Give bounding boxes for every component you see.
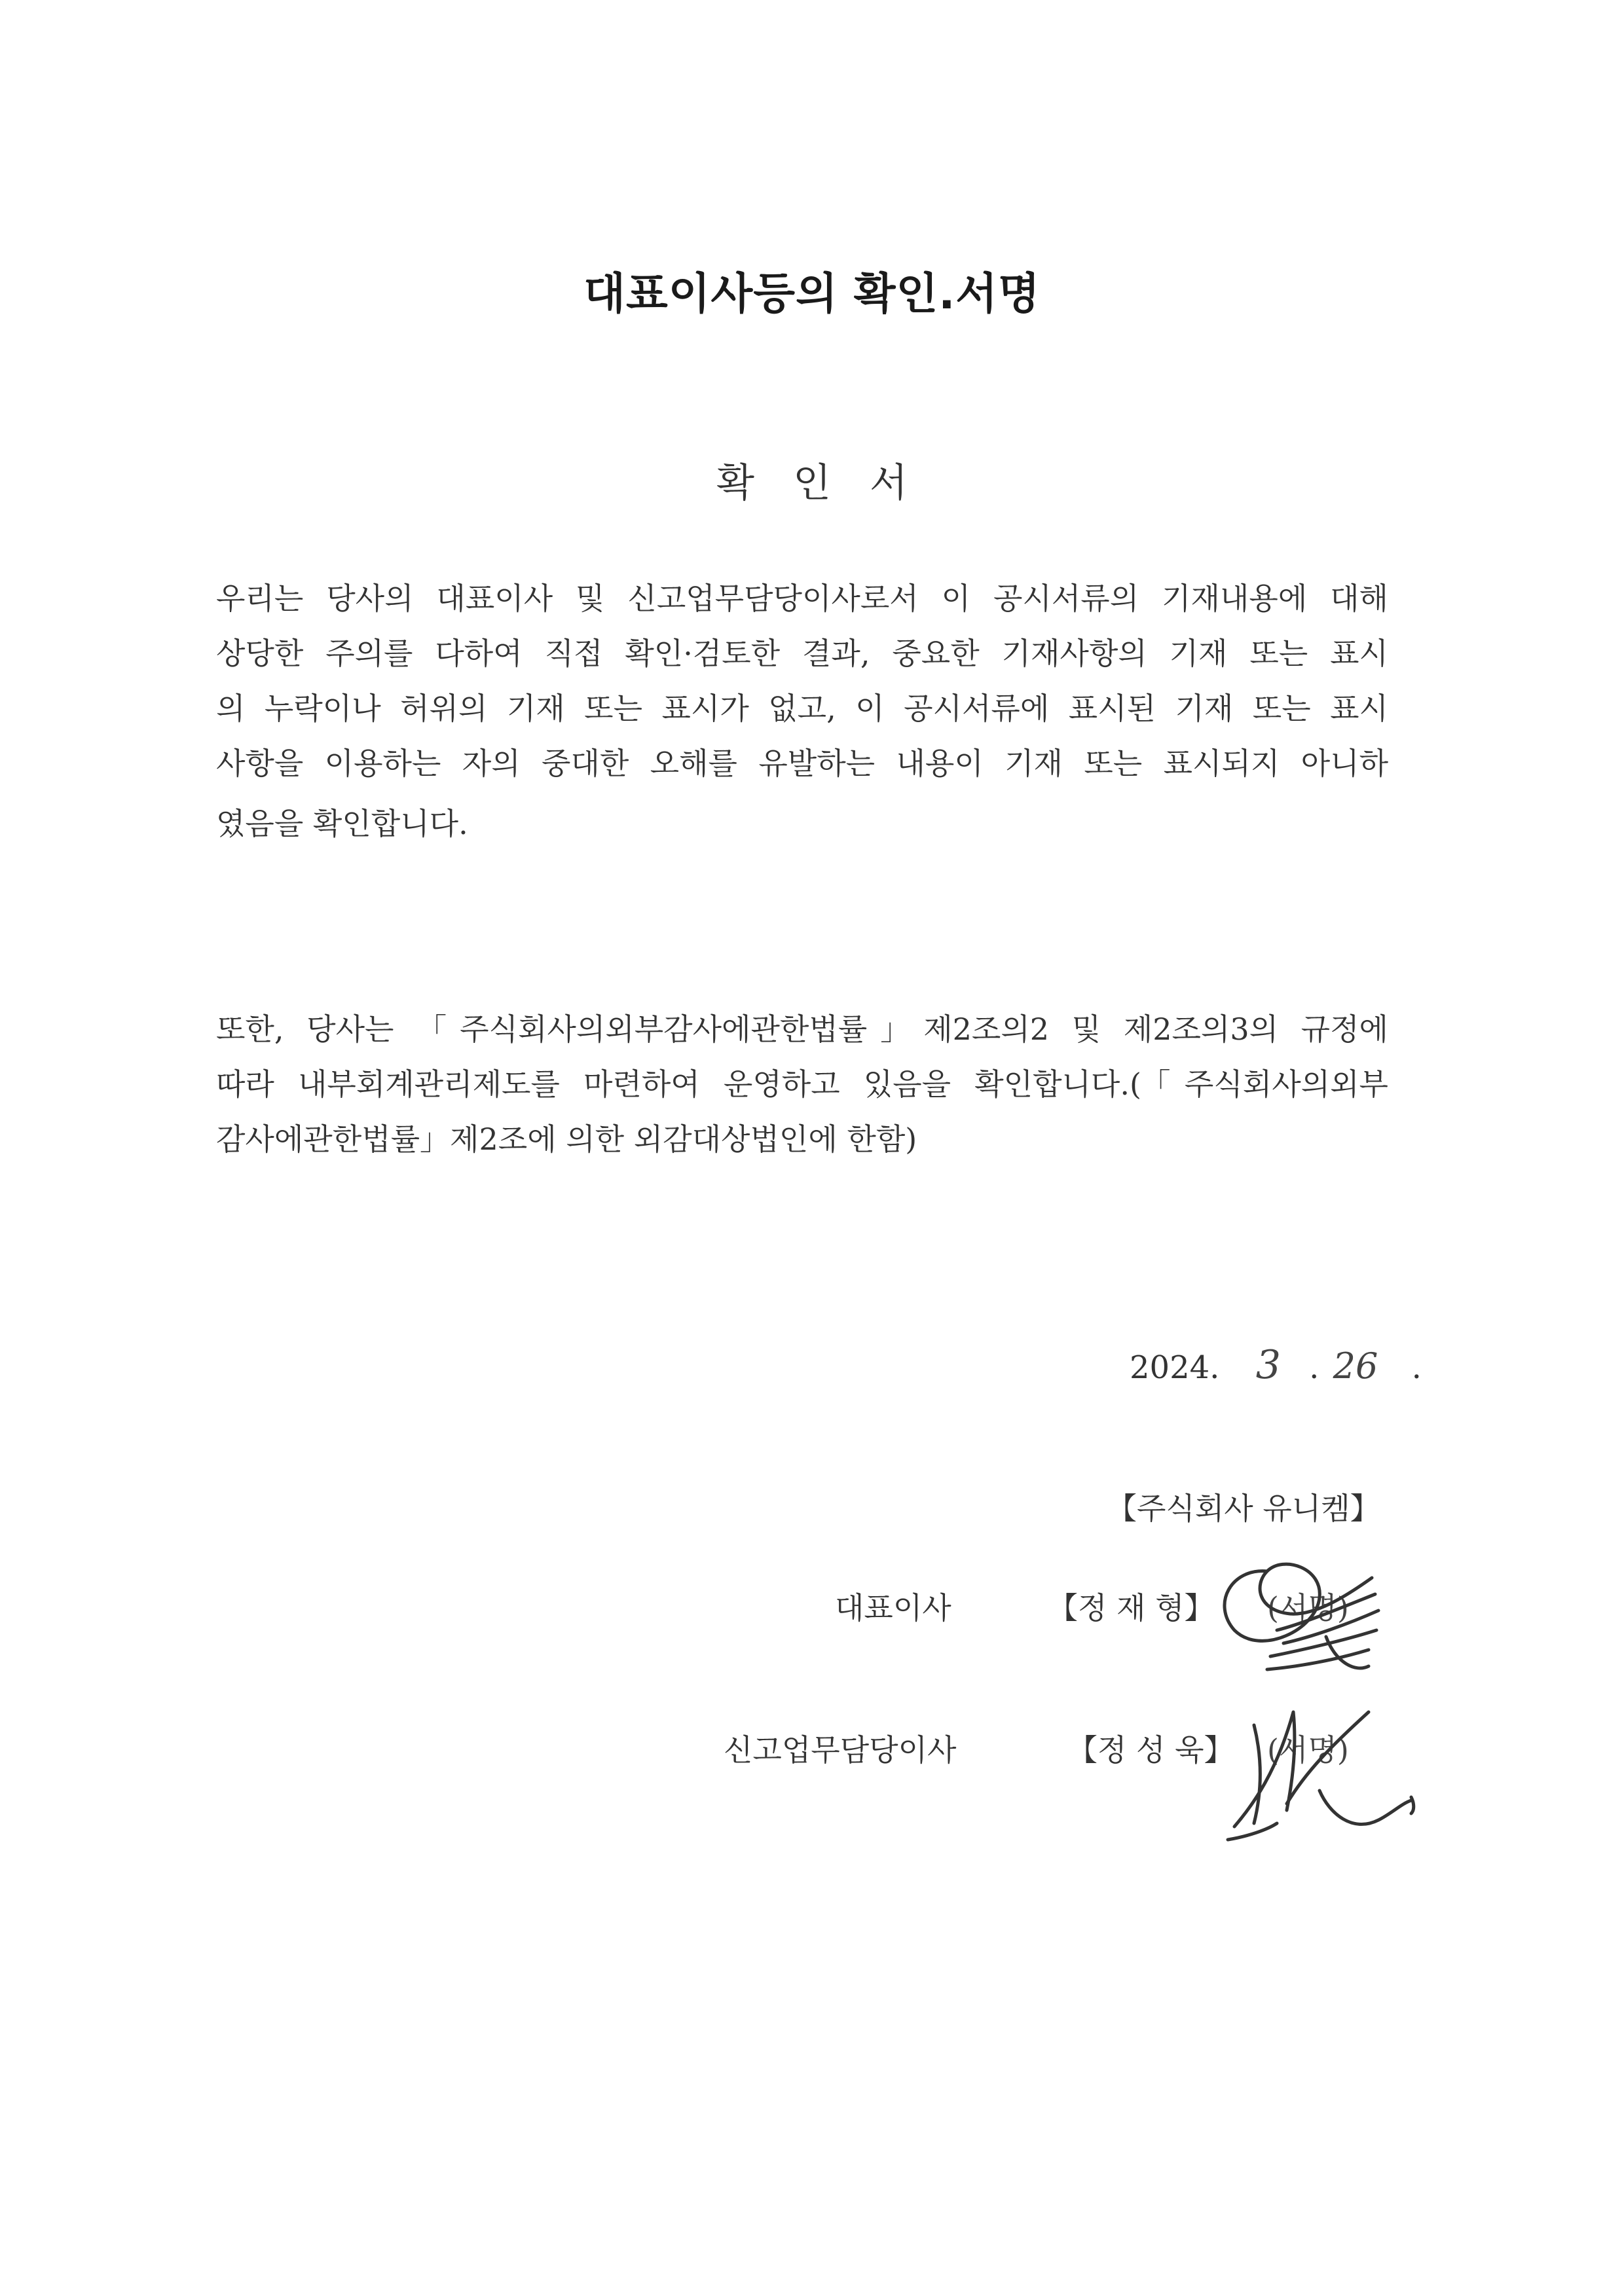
ceo-signature-icon xyxy=(1205,1532,1401,1683)
internal-control-paragraph xyxy=(216,1002,1388,1167)
paragraph-line: 의 누락이나 허위의 기재 또는 표시가 없고, 이 공시서류에 표시된 기재 또는 표시 xyxy=(216,691,1388,726)
signatory-name-ceo: 【정 재 형】 xyxy=(1048,1590,1215,1626)
paragraph-line: 따라 내부회계관리제도를 마련하여 운영하고 있음을 확인합니다.(「주식회사의외부 xyxy=(216,1066,1388,1102)
signature-label-ceo: (서명) xyxy=(1267,1590,1349,1626)
page-title: 대표이사등의 확인.서명 xyxy=(583,268,1041,319)
date-day-handwritten: 26 xyxy=(1333,1345,1378,1387)
date-separator: . xyxy=(1309,1349,1320,1386)
date-year: 2024. xyxy=(1130,1349,1220,1386)
signatory-name-disclosure-officer: 【정 성 욱】 xyxy=(1067,1732,1234,1768)
date-end-mark: . xyxy=(1411,1349,1422,1386)
disclosure-officer-signature-icon xyxy=(1215,1673,1424,1863)
paragraph-line: 또한, 당사는 「주식회사의외부감사에관한법률」제2조의2 및 제2조의3의 규정에 xyxy=(216,1011,1388,1047)
paragraph-line: 였음을 확인합니다. xyxy=(216,806,468,841)
signature-date xyxy=(1130,1342,1422,1388)
confirmation-paragraph xyxy=(216,571,1388,851)
document-heading: 확 인 서 xyxy=(716,460,908,506)
signatory-role-disclosure-officer: 신고업무담당이사 xyxy=(724,1732,957,1768)
paragraph-line: 상당한 주의를 다하여 직접 확인·검토한 결과, 중요한 기재사항의 기재 또는 표시 xyxy=(216,636,1388,671)
signature-label-disclosure-officer: (서명) xyxy=(1267,1732,1349,1768)
paragraph-line: 감사에관한법률」제2조에 의한 외감대상법인에 한함) xyxy=(216,1121,917,1157)
signatory-role-ceo: 대표이사 xyxy=(835,1590,951,1626)
paragraph-line: 우리는 당사의 대표이사 및 신고업무담당이사로서 이 공시서류의 기재내용에 대해 xyxy=(216,581,1388,616)
paragraph-line: 사항을 이용하는 자의 중대한 오해를 유발하는 내용이 기재 또는 표시되지 아니하 xyxy=(216,746,1388,781)
company-name: 【주식회사 유니켐】 xyxy=(1107,1491,1380,1526)
date-month-handwritten: 3 xyxy=(1255,1342,1281,1388)
